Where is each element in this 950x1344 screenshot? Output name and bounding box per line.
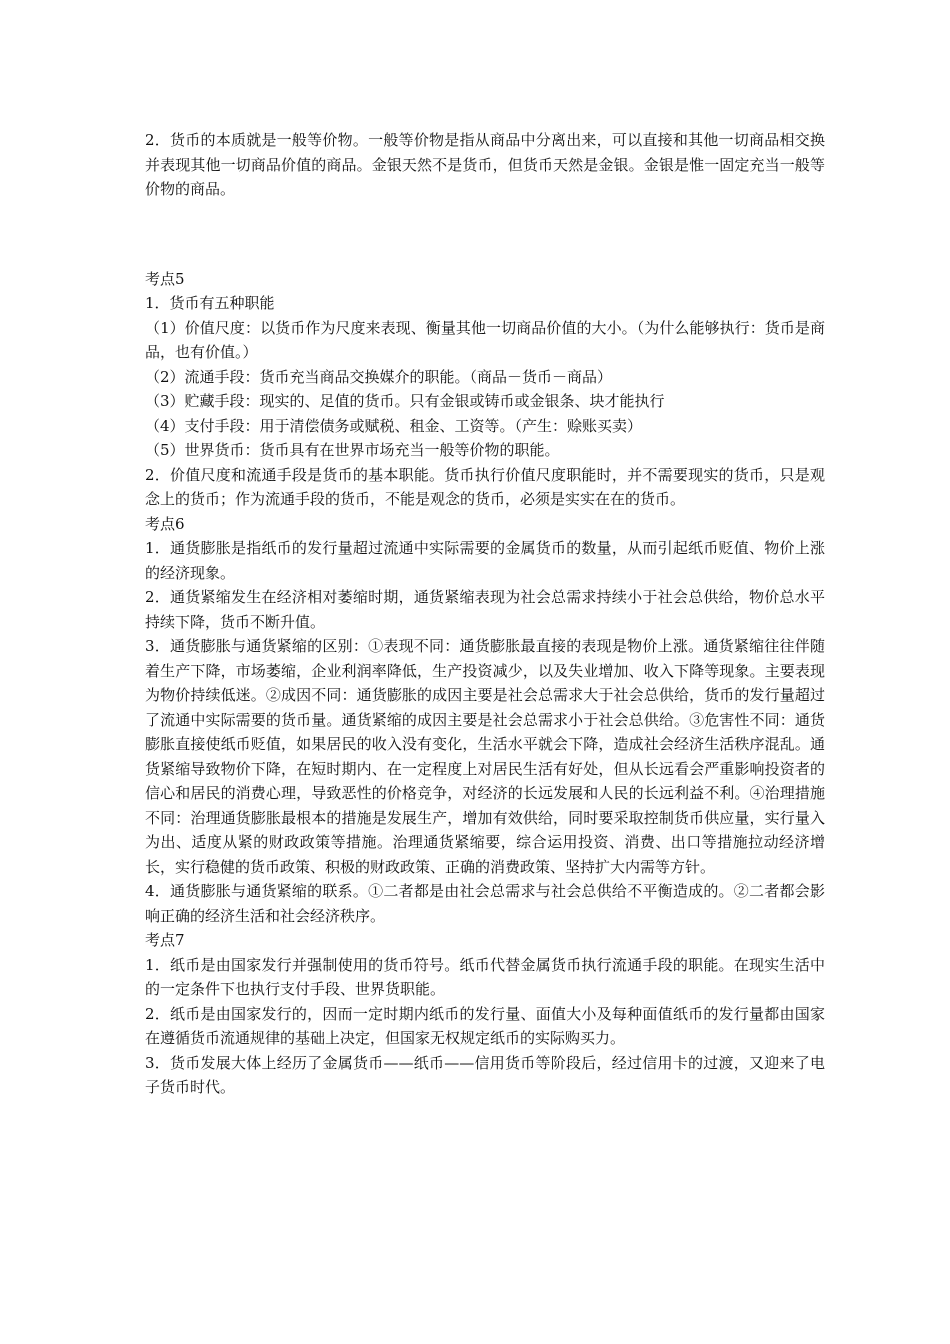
paragraph-differences: 3．通货膨胀与通货紧缩的区别：①表现不同：通货膨胀最直接的表现是物价上涨。通货紧缩往往伴随着生产下降，市场萎缩，企业利润率降低，生产投资减少，以及失业增加、收入下降等现象。主要表现为物价持续低迷。②成因不同：通货膨胀的成因主要是社会总需求大于社会总供给，货币的发行量超过了流通中实际需要的货币量。通货紧缩的成因主要是社会总需求小于社会总供给。③危害性不同：通货膨胀直接使纸币贬值，如果居民的收入没有变化，生活水平就会下降，造成社会经济生活秩序混乱。通货紧缩导致物价下降，在短时期内、在一定程度上对居民生活有好处，但从长远看会严重影响投资者的信心和居民的消费心理，导致恶性的价格竞争，对经济的长远发展和人民的长远利益不利。④治理措施不同：治理通货膨胀最根本的措施是发展生产，增加有效供给，同时要采取控制货币供应量，实行量入为出、适度从紧的财政政策等措施。治理通货紧缩要，综合运用投资、消费、出口等措施拉动经济增长，实行稳健的货币政策、积极的财政政策、正确的消费政策、坚持扩大内需等方针。 — [145, 637, 825, 876]
paragraph-money-development: 3．货币发展大体上经历了金属货币——纸币——信用货币等阶段后，经过信用卡的过渡，又迎来了电子货币时代。 — [145, 1053, 825, 1096]
list-item-world-money: （5）世界货币：货币具有在世界市场充当一般等价物的职能。 — [145, 441, 560, 459]
section-heading-kaodian-6: 考点6 — [145, 514, 185, 533]
paragraph-five-functions: 1．货币有五种职能 — [145, 294, 275, 312]
paragraph-issuance: 2．纸币是由国家发行的，因而一定时期内纸币的发行量、面值大小及每种面值纸币的发行量都由国家在遵循货币流通规律的基础上决定，但国家无权规定纸币的实际购买力。 — [145, 1004, 825, 1047]
list-item-value-measure: （1）价值尺度：以货币作为尺度来表现、衡量其他一切商品价值的大小。（为什么能够执行：货币是商品，也有价值。） — [145, 318, 825, 361]
document-page — [145, 128, 825, 1100]
paragraph-connection: 4．通货膨胀与通货紧缩的联系。①二者都是由社会总需求与社会总供给不平衡造成的。②二者都会影响正确的经济生活和社会经济秩序。 — [145, 882, 825, 925]
list-item-storage: （3）贮藏手段：现实的、足值的货币。只有金银或铸币或金银条、块才能执行 — [145, 392, 665, 410]
paragraph-inflation: 1．通货膨胀是指纸币的发行量超过流通中实际需要的金属货币的数量，从而引起纸币贬值、物价上涨的经济现象。 — [145, 539, 825, 582]
paragraph-deflation: 2．通货紧缩发生在经济相对萎缩时期，通货紧缩表现为社会总需求持续小于社会总供给，物价总水平持续下降，货币不断升值。 — [145, 588, 825, 631]
list-item-circulation: （2）流通手段：货币充当商品交换媒介的职能。（商品－货币－商品） — [145, 367, 613, 386]
section-heading-kaodian-7: 考点7 — [145, 931, 185, 949]
paragraph-basic-functions: 2．价值尺度和流通手段是货币的基本职能。货币执行价值尺度职能时，并不需要现实的货币，只是观念上的货币；作为流通手段的货币，不能是观念的货币，必须是实实在在的货币。 — [145, 465, 825, 508]
list-item-payment: （4）支付手段：用于清偿债务或赋税、租金、工资等。（产生：赊账买卖） — [145, 416, 643, 435]
section-heading-kaodian-5: 考点5 — [145, 269, 185, 288]
paragraph-money-essence: 2．货币的本质就是一般等价物。一般等价物是指从商品中分离出来，可以直接和其他一切商品相交换并表现其他一切商品价值的商品。金银天然不是货币，但货币天然是金银。金银是惟一固定充当一般等价物的商品。 — [145, 131, 825, 198]
paragraph-paper-money: 1．纸币是由国家发行并强制使用的货币符号。纸币代替金属货币执行流通手段的职能。在现实生活中的一定条件下也执行支付手段、世界货职能。 — [145, 955, 825, 998]
